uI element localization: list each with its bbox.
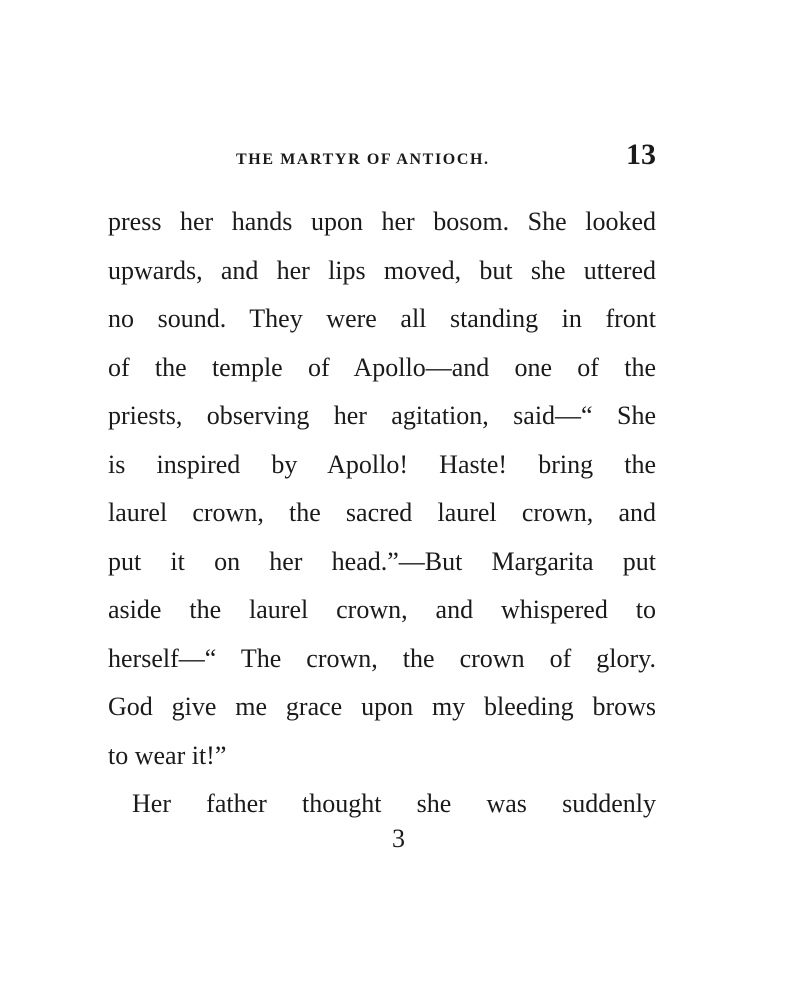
text-line: God give me grace upon my bleeding brows [108, 692, 656, 721]
body-text [108, 198, 656, 829]
text-line: of the temple of Apollo—and one of the [108, 352, 656, 382]
paragraph-start-line: Her father thought she was suddenly [132, 789, 656, 818]
running-title: THE MARTYR OF ANTIOCH. [236, 151, 490, 168]
text-line: no sound. They were all standing in front [108, 304, 656, 333]
text-line: put it on her head.”—But Margarita put [108, 546, 656, 576]
text-line: upwards, and her lips moved, but she uttered [108, 255, 656, 285]
text-line: press her hands upon her bosom. She looked [108, 207, 656, 236]
running-head [108, 140, 656, 180]
text-line: laurel crown, the sacred laurel crown, and [108, 498, 656, 527]
signature-mark: 3 [392, 824, 405, 853]
text-line: priests, observing her agitation, said—“ She [108, 401, 656, 430]
text-line: aside the laurel crown, and whispered to [108, 595, 656, 624]
text-line: to wear it!” [108, 740, 227, 770]
text-line: herself—“ The crown, the crown of glory. [108, 643, 656, 673]
text-line: is inspired by Apollo! Haste! bring the [108, 449, 656, 479]
page-number: 13 [626, 138, 656, 171]
